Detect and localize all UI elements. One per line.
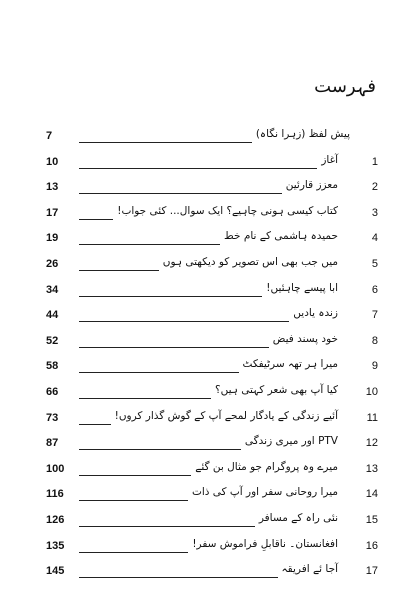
toc-entry-number: 1 bbox=[371, 155, 378, 168]
toc-entry-number: 15 bbox=[365, 513, 378, 526]
toc-entry-title: PTV اور میری زندگی bbox=[244, 435, 338, 448]
toc-leader-line bbox=[79, 347, 269, 348]
toc-entry-number: 12 bbox=[365, 437, 378, 450]
toc-page-number: 13 bbox=[46, 181, 59, 194]
toc-leader-line bbox=[79, 193, 282, 194]
toc-leader-line bbox=[79, 526, 255, 527]
toc-row bbox=[0, 431, 416, 457]
toc-row bbox=[0, 226, 416, 252]
toc-page-number: 19 bbox=[46, 232, 59, 245]
toc-entry-title: پیش لفظ (زہرا نگاہ) bbox=[255, 128, 350, 140]
toc-entry-number: 5 bbox=[371, 257, 378, 270]
toc-leader-line bbox=[79, 552, 188, 553]
toc-entry-number: 17 bbox=[365, 565, 378, 578]
toc-page-number: 145 bbox=[46, 565, 65, 578]
toc-entry-number: 9 bbox=[371, 360, 378, 373]
toc-page-number: 87 bbox=[46, 437, 59, 450]
page-title: فہرست bbox=[314, 76, 376, 97]
toc-row bbox=[0, 406, 416, 432]
toc-entry-title: خود پسند فیض bbox=[272, 332, 338, 345]
toc-entry-title: افغانستان۔ ناقابلِ فراموش سفر! bbox=[192, 537, 338, 550]
toc-page-number: 7 bbox=[46, 130, 53, 142]
toc-entry-number: 13 bbox=[365, 462, 378, 475]
toc-row bbox=[0, 380, 416, 406]
toc-row bbox=[0, 559, 416, 585]
toc-leader-line bbox=[79, 168, 317, 169]
toc-entry-title: میرا ہر تھہ سرٹیفکٹ bbox=[242, 358, 338, 371]
toc-entry-title: میرے وہ پروگرام جو مثال بن گئے bbox=[195, 460, 338, 473]
toc-entry-number: 4 bbox=[371, 232, 378, 245]
toc-leader-line bbox=[79, 142, 252, 143]
toc-row bbox=[0, 329, 416, 355]
toc-leader-line bbox=[79, 500, 188, 501]
toc-entry-title: نئی راہ کے مسافر bbox=[258, 511, 338, 524]
toc-entry-number: 8 bbox=[371, 334, 378, 347]
toc-entry-title: آغاز bbox=[321, 153, 338, 166]
toc-page-number: 44 bbox=[46, 309, 59, 322]
toc-entry-number: 6 bbox=[371, 283, 378, 296]
toc-row bbox=[0, 534, 416, 560]
toc-entry-title: آجا ئے افریقہ bbox=[281, 563, 338, 576]
toc-entry-title: میں جب بھی اس تصویر کو دیکھتی ہوں bbox=[162, 255, 338, 268]
toc-leader-line bbox=[79, 398, 211, 399]
toc-entry-title: حمیدہ ہاشمی کے نام خط bbox=[224, 230, 338, 243]
toc-page-number: 126 bbox=[46, 513, 65, 526]
table-of-contents bbox=[0, 124, 416, 585]
toc-entry-number: 10 bbox=[365, 385, 378, 398]
toc-entry-title: کیا آپ بھی شعر کہتی ہیں؟ bbox=[215, 383, 338, 396]
toc-row bbox=[0, 252, 416, 278]
toc-entry-number: 16 bbox=[365, 539, 378, 552]
toc-row bbox=[0, 303, 416, 329]
toc-page-number: 26 bbox=[46, 257, 59, 270]
toc-entry-title: ابا پیسے چاہئیں! bbox=[266, 281, 338, 294]
toc-row bbox=[0, 201, 416, 227]
toc-page-number: 135 bbox=[46, 539, 65, 552]
toc-leader-line bbox=[79, 219, 113, 220]
toc-entry-title: آئیے زندگی کے یادگار لمحے آپ کے گوش گذار کروں! bbox=[114, 409, 338, 422]
toc-entry-number: 3 bbox=[371, 206, 378, 219]
toc-row bbox=[0, 482, 416, 508]
toc-page-number: 66 bbox=[46, 385, 59, 398]
toc-entry-number: 14 bbox=[365, 488, 378, 501]
toc-row bbox=[0, 150, 416, 176]
toc-entry-title: معزز قارئین bbox=[285, 179, 338, 192]
toc-row bbox=[0, 124, 416, 150]
toc-leader-line bbox=[79, 475, 191, 476]
toc-row bbox=[0, 508, 416, 534]
toc-page-number: 73 bbox=[46, 411, 59, 424]
toc-row bbox=[0, 175, 416, 201]
toc-entry-title: میرا روحانی سفر اور آپ کی ذات bbox=[191, 486, 338, 499]
toc-leader-line bbox=[79, 244, 220, 245]
toc-leader-line bbox=[79, 372, 239, 373]
toc-page-number: 52 bbox=[46, 334, 59, 347]
toc-row bbox=[0, 354, 416, 380]
toc-page-number: 10 bbox=[46, 155, 59, 168]
toc-page-number: 116 bbox=[46, 488, 64, 501]
toc-entry-title: کتاب کیسی ہونی چاہیے؟ ایک سوال... کئی جواب! bbox=[117, 204, 338, 217]
toc-row bbox=[0, 457, 416, 483]
toc-page-number: 17 bbox=[46, 206, 59, 219]
toc-entry-number: 7 bbox=[371, 309, 378, 322]
toc-leader-line bbox=[79, 270, 159, 271]
toc-entry-title: زندہ یادیں bbox=[293, 307, 338, 320]
toc-leader-line bbox=[79, 449, 241, 450]
toc-leader-line bbox=[79, 577, 278, 578]
toc-leader-line bbox=[79, 424, 111, 425]
toc-entry-number: 2 bbox=[371, 181, 378, 194]
toc-row bbox=[0, 278, 416, 304]
toc-entry-number: 11 bbox=[366, 411, 378, 424]
toc-page-number: 34 bbox=[46, 283, 59, 296]
toc-leader-line bbox=[79, 321, 289, 322]
toc-page-number: 100 bbox=[46, 462, 65, 475]
toc-page-number: 58 bbox=[46, 360, 59, 373]
toc-leader-line bbox=[79, 296, 262, 297]
